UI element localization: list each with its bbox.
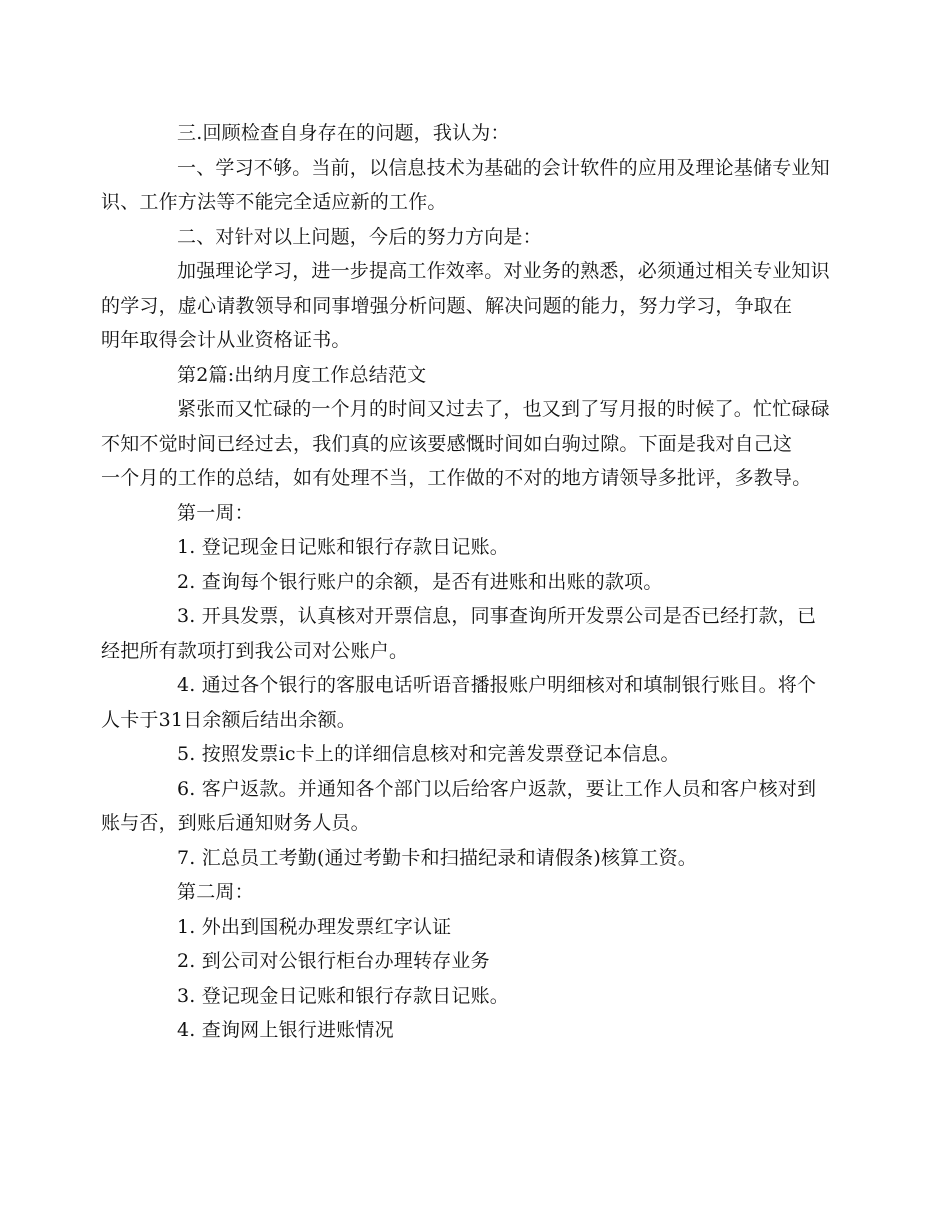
text-line: 第二周： [177,881,254,903]
paragraph [139,910,829,945]
paragraph [139,496,829,531]
text-line: 紧张而又忙碌的一个月的时间又过去了，也又到了写月报的时候了。忙忙碌碌 [177,398,830,420]
paragraph [139,875,829,910]
text-line: 6. 客户返款。并通知各个部门以后给客户返款，要让工作人员和客户核对到 [177,777,817,800]
paragraph [139,565,829,600]
document-body [101,116,830,1048]
paragraph [139,116,829,151]
paragraph [101,599,829,668]
text-line: 3. 开具发票，认真核对开票信息，同事查询所开发票公司是否已经打款，已 [177,605,817,627]
text-line: 4. 通过各个银行的客服电话听语音播报账户明细核对和填制银行账目。将个 [177,674,817,696]
text-line: 一、学习不够。当前，以信息技术为基础的会计软件的应用及理论基储专业知 [177,156,830,179]
text-line: 1. 外出到国税办理发票红字认证 [177,915,452,938]
text-line: 识、工作方法等不能完全适应新的工作。 [101,191,447,213]
text-line: 三.回顾检查自身存在的问题，我认为： [177,122,510,144]
text-line: 4. 查询网上银行进账情况 [177,1019,394,1041]
paragraph [139,841,829,876]
text-line: 1. 登记现金日记账和银行存款日记账。 [177,536,509,558]
paragraph [101,772,829,841]
text-line: 经把所有款项打到我公司对公账户。 [101,639,409,662]
text-line: 二、对针对以上问题，今后的努力方向是： [177,225,542,248]
text-line: 人卡于31日余额后结出余额。 [101,708,356,731]
text-line: 第一周： [177,501,254,524]
text-line: 2. 查询每个银行账户的余额，是否有进账和出账的款项。 [177,570,663,593]
text-line: 不知不觉时间已经过去，我们真的应该要感慨时间如白驹过隙。下面是我对自己这 [101,432,793,455]
text-line: 的学习，虚心请教领导和同事增强分析问题、解决问题的能力，努力学习，争取在 [101,294,793,317]
text-line: 7. 汇总员工考勤(通过考勤卡和扫描纪录和请假条)核算工资。 [177,846,697,869]
paragraph [139,530,829,565]
paragraph [101,151,830,220]
text-line: 加强理论学习，进一步提高工作效率。对业务的熟悉，必须通过相关专业知识 [177,260,830,282]
paragraph [101,254,830,358]
paragraph [139,944,829,979]
text-line: 第2篇:出纳月度工作总结范文 [177,363,427,386]
paragraph [139,358,829,393]
text-line: 2. 到公司对公银行柜台办理转存业务 [177,950,490,972]
paragraph [139,737,829,772]
paragraph [101,668,829,737]
text-line: 3. 登记现金日记账和银行存款日记账。 [177,984,509,1007]
paragraph [139,1013,829,1048]
text-line: 明年取得会计从业资格证书。 [101,329,351,351]
text-line: 账与否，到账后通知财务人员。 [101,812,370,834]
text-line: 一个月的工作的总结，如有处理不当，工作做的不对的地方请领导多批评，多教导。 [101,467,812,489]
paragraph [139,979,829,1014]
paragraph [101,392,830,496]
paragraph [139,220,829,255]
text-line: 5. 按照发票ic卡上的详细信息核对和完善发票登记本信息。 [177,743,680,765]
